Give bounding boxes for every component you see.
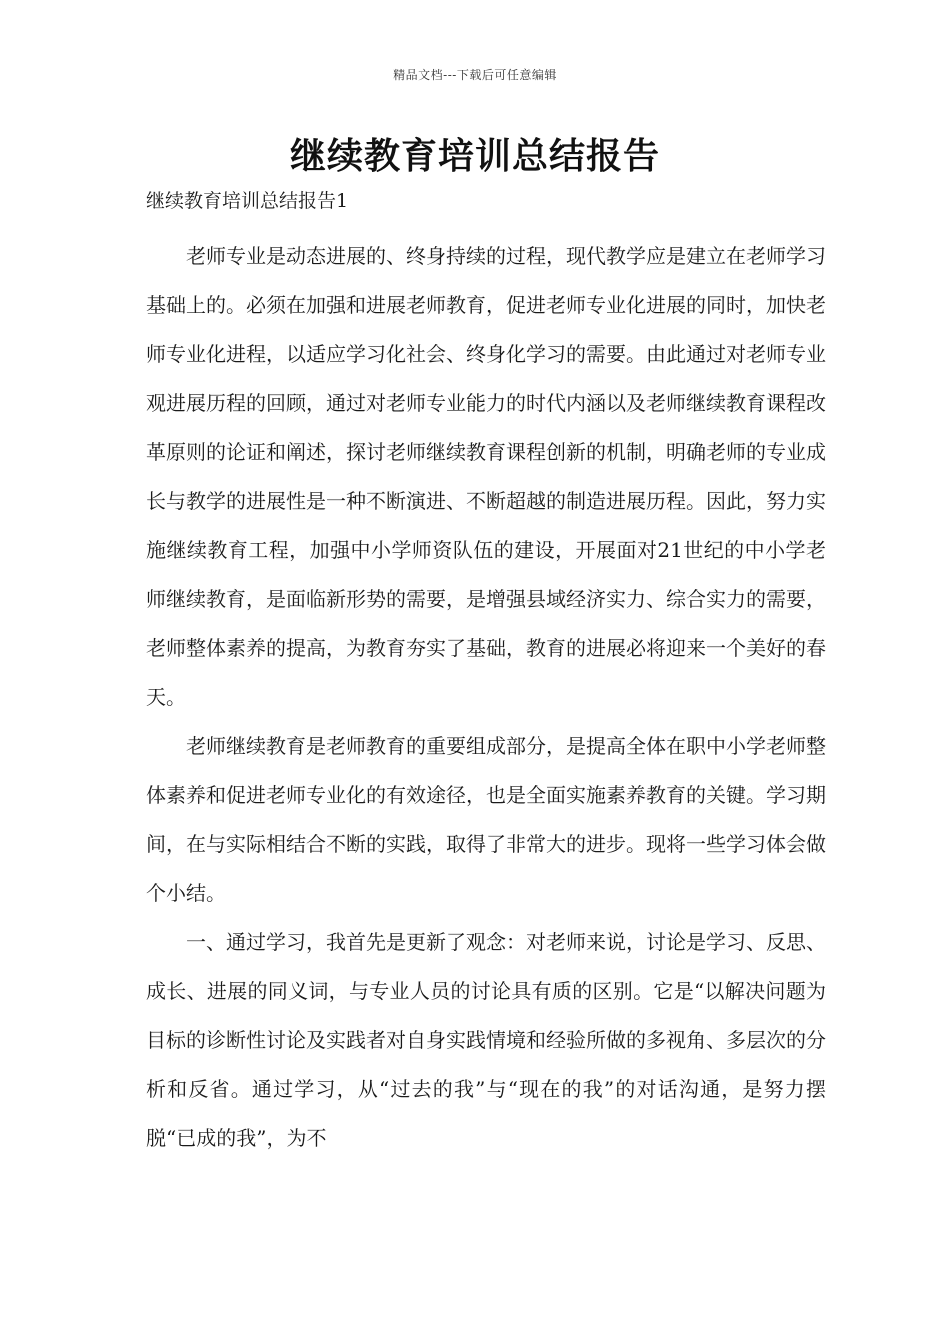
paragraph-3: 一、通过学习，我首先是更新了观念：对老师来说，讨论是学习、反思、成长、进展的同义词，与专业人员的讨论具有质的区别。它是“以解决问题为目标的诊断性讨论及实践者对自身实践情境和经验所做的多视角、多层次的分析和反省。通过学习，从“过去的我”与“现在的我”的对话沟通，是努力摆脱“已成的我”，为不 bbox=[146, 930, 826, 1150]
document-body bbox=[146, 232, 826, 1163]
document-subtitle: 继续教育培训总结报告1 bbox=[146, 190, 349, 212]
paragraph-1: 老师专业是动态进展的、终身持续的过程，现代教学应是建立在老师学习基础上的。必须在加强和进展老师教育，促进老师专业化进展的同时，加快老师专业化进程，以适应学习化社会、终身化学习的需要。由此通过对老师专业观进展历程的回顾，通过对老师专业能力的时代内涵以及老师继续教育课程改革原则的论证和阐述，探讨老师继续教育课程创新的机制，明确老师的专业成长与教学的进展性是一种不断演进、不断超越的制造进展历程。因此，努力实施继续教育工程，加强中小学师资队伍的建设，开展面对21世纪的中小学老师继续教育，是面临新形势的需要，是增强县域经济实力、综合实力的需要，老师整体素养的提高，为教育夯实了基础，教育的进展必将迎来一个美好的春天。 bbox=[146, 244, 826, 709]
header-note: 精品文档---下载后可任意编辑 bbox=[393, 68, 557, 82]
document-title: 继续教育培训总结报告 bbox=[289, 136, 660, 177]
paragraph-2: 老师继续教育是老师教育的重要组成部分，是提高全体在职中小学老师整体素养和促进老师专业化的有效途径，也是全面实施素养教育的关键。学习期间，在与实际相结合不断的实践，取得了非常大的进步。现将一些学习体会做个小结。 bbox=[146, 734, 826, 905]
